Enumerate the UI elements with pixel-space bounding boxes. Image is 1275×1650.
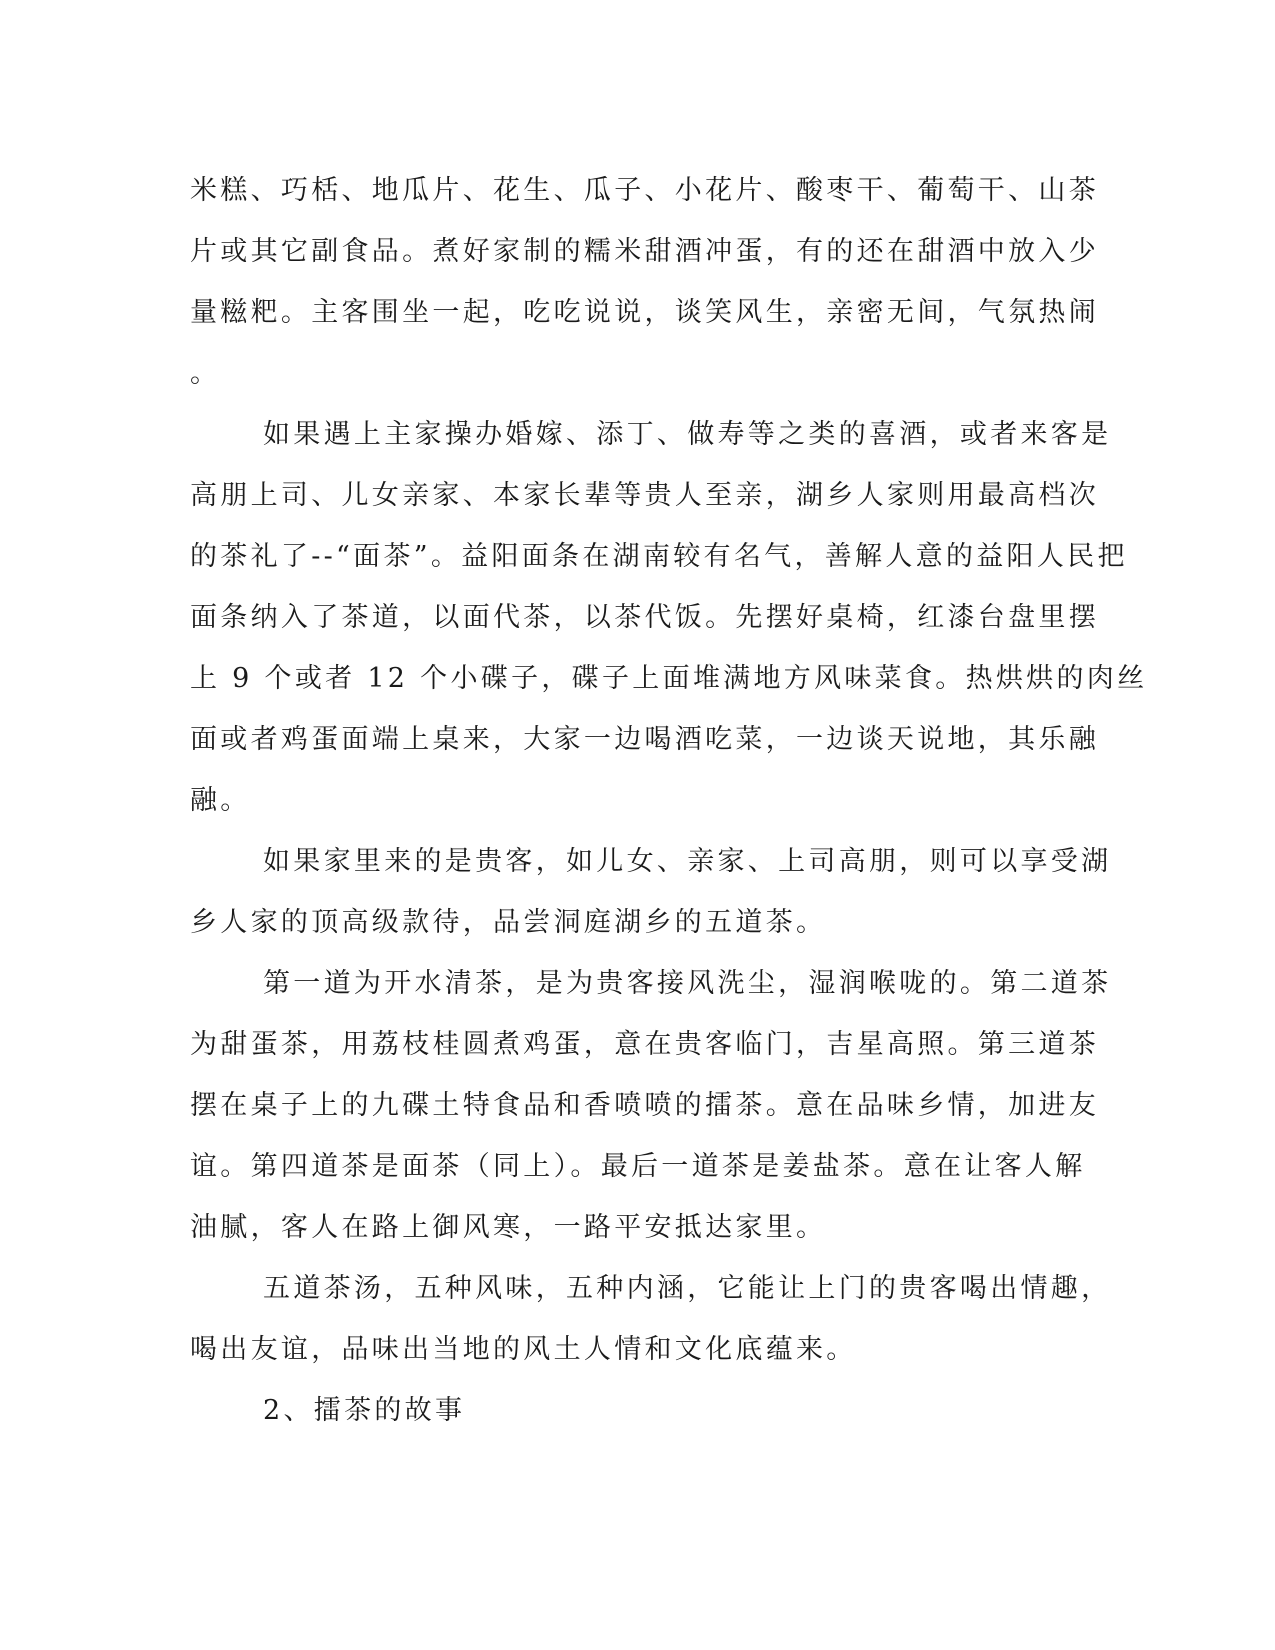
text-line: 米糕、巧栝、地瓜片、花生、瓜子、小花片、酸枣干、葡萄干、山茶 [190,175,1099,206]
text-line: 喝出友谊，品味出当地的风土人情和文化底蕴来。 [190,1334,857,1365]
section-heading: 2、擂茶的故事 [263,1395,466,1426]
text-line: 的茶礼了--“面茶”。益阳面条在湖南较有名气，善解人意的益阳人民把 [190,541,1128,572]
paragraph-start-line: 如果家里来的是贵客，如儿女、亲家、上司高朋，则可以享受湖 [263,846,1112,877]
text-line: 为甜蛋茶，用荔枝桂圆煮鸡蛋，意在贵客临门，吉星高照。第三道茶 [190,1029,1099,1060]
text-line: 量糍粑。主客围坐一起，吃吃说说，谈笑风生，亲密无间，气氛热闹 [190,297,1099,328]
text-line: 谊。第四道茶是面茶（同上）。最后一道茶是姜盐茶。意在让客人解 [190,1151,1086,1182]
paragraph-start-line: 如果遇上主家操办婚嫁、添丁、做寿等之类的喜酒，或者来客是 [263,419,1112,450]
text-line: 面或者鸡蛋面端上桌来，大家一边喝酒吃菜，一边谈天说地，其乐融 [190,724,1099,755]
document-body [190,160,1148,1441]
text-line: 高朋上司、儿女亲家、本家长辈等贵人至亲，湖乡人家则用最高档次 [190,480,1099,511]
text-line: 面条纳入了茶道，以面代茶，以茶代饭。先摆好桌椅，红漆台盘里摆 [190,602,1099,633]
text-line: 摆在桌子上的九碟土特食品和香喷喷的擂茶。意在品味乡情，加进友 [190,1090,1099,1121]
paragraph-start-line: 第一道为开水清茶，是为贵客接风洗尘，湿润喉咙的。第二道茶 [263,968,1112,999]
text-line: 油腻，客人在路上御风寒，一路平安抵达家里。 [190,1212,827,1243]
text-line: 乡人家的顶高级款待，品尝洞庭湖乡的五道茶。 [190,907,827,938]
paragraph-start-line: 五道茶汤，五种风味，五种内涵，它能让上门的贵客喝出情趣， [263,1273,1112,1304]
text-line: 片或其它副食品。煮好家制的糯米甜酒冲蛋，有的还在甜酒中放入少 [190,236,1099,267]
text-line: 融。 [190,785,251,816]
text-line: 。 [190,358,221,389]
text-line: 上 9 个或者 12 个小碟子，碟子上面堆满地方风味菜食。热烘烘的肉丝 [190,663,1148,694]
